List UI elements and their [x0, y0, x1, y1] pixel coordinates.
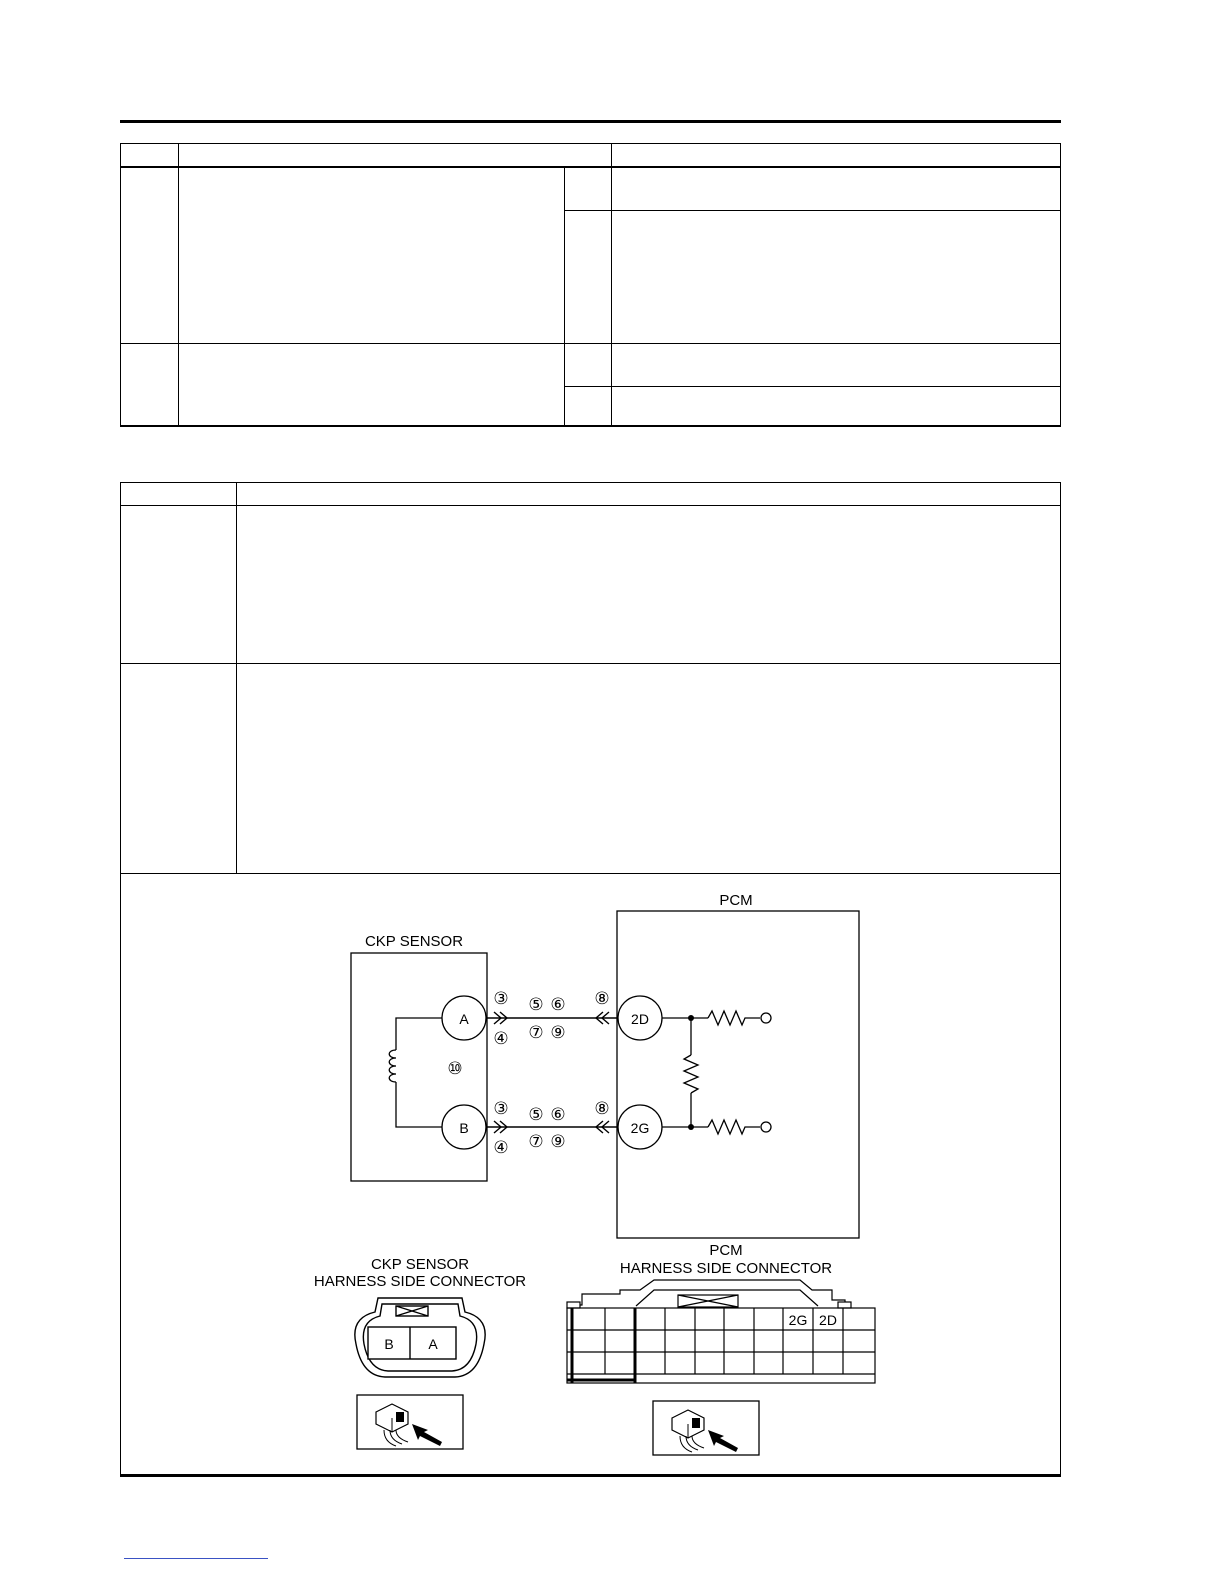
callout-7-a: ⑦ — [528, 1023, 544, 1042]
callout-9-b: ⑨ — [550, 1132, 566, 1151]
terminal-2g-label: 2G — [630, 1120, 650, 1136]
pcm-harness-connector — [567, 1280, 875, 1383]
callout-6-a: ⑥ — [550, 995, 566, 1014]
callout-9-a: ⑨ — [550, 1023, 566, 1042]
pcm-pin-2g: 2G — [788, 1312, 808, 1328]
callout-4-a: ④ — [493, 1029, 509, 1048]
pcm-connector-subtitle: HARNESS SIDE CONNECTOR — [619, 1260, 833, 1277]
ckp-harness-connector — [355, 1298, 485, 1377]
callout-3-b: ③ — [493, 1099, 509, 1118]
junction-dot — [688, 1124, 694, 1130]
callout-8-a: ⑧ — [594, 989, 610, 1008]
ckp-connector-title: CKP SENSOR — [370, 1256, 470, 1273]
terminal-2d-label: 2D — [631, 1011, 649, 1027]
terminal-b-label: B — [459, 1120, 469, 1136]
pcm-pin-2d: 2D — [819, 1312, 837, 1328]
callout-5-b: ⑤ — [528, 1105, 544, 1124]
ckp-sensor-label: CKP SENSOR — [364, 933, 464, 950]
callout-3-a: ③ — [493, 989, 509, 1008]
callout-10: ⑩ — [447, 1059, 463, 1078]
pcm-box — [617, 911, 859, 1238]
callout-4-b: ④ — [493, 1138, 509, 1157]
pcm-connector-title: PCM — [709, 1242, 743, 1259]
callout-7-b: ⑦ — [528, 1132, 544, 1151]
footer-link-underline[interactable] — [124, 1558, 268, 1559]
coil-symbol — [389, 1018, 442, 1127]
ckp-pin-a: A — [428, 1336, 438, 1352]
callout-5-a: ⑤ — [528, 995, 544, 1014]
terminal-a-label: A — [459, 1011, 469, 1027]
pcm-internal-circuit — [662, 1011, 771, 1134]
callout-8-b: ⑧ — [594, 1099, 610, 1118]
pcm-label: PCM — [719, 892, 753, 909]
ckp-pin-b: B — [384, 1336, 394, 1352]
connector-view-icon — [653, 1401, 759, 1455]
junction-dot — [688, 1015, 694, 1021]
ckp-connector-subtitle: HARNESS SIDE CONNECTOR — [313, 1273, 527, 1290]
connector-view-icon — [357, 1395, 463, 1449]
callout-6-b: ⑥ — [550, 1105, 566, 1124]
